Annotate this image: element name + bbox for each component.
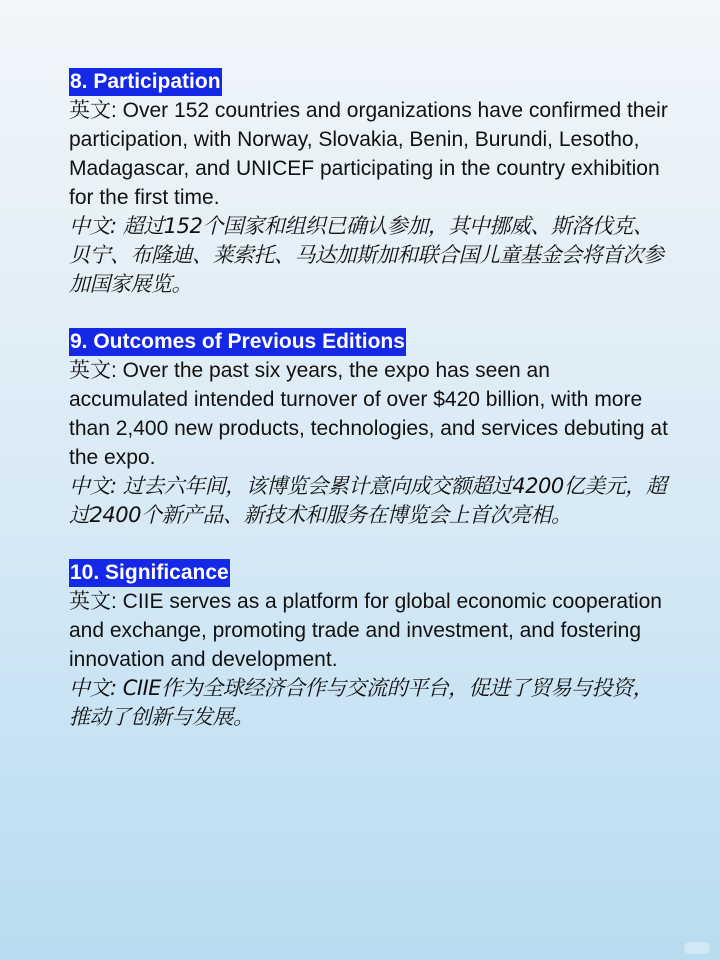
chinese-paragraph	[69, 674, 669, 732]
chinese-text: : 过去六年间，该博览会累计意向成交额超过4200亿美元，超过2400个新产品、新技术和服务在博览会上首次亮相。	[69, 474, 667, 527]
chinese-label: 中文	[69, 474, 110, 498]
english-text: : Over the past six years, the expo has seen an accumulated intended turnover of over $420 billion, with more than 2,400 new products, technologies, and services debuting at the expo.	[69, 359, 668, 469]
english-paragraph	[69, 587, 669, 674]
english-paragraph	[69, 96, 669, 212]
english-label: 英文	[69, 589, 111, 613]
section-heading: 9. Outcomes of Previous Editions	[69, 328, 406, 356]
chinese-label: 中文	[69, 676, 110, 700]
english-label: 英文	[69, 358, 111, 382]
english-label: 英文	[69, 98, 111, 122]
chinese-text: : 超过152个国家和组织已确认参加，其中挪威、斯洛伐克、贝宁、布隆迪、莱索托、马达加斯加和联合国儿童基金会将首次参加国家展览。	[69, 214, 664, 296]
chinese-paragraph	[69, 472, 669, 530]
section-heading: 8. Participation	[69, 68, 222, 96]
section-heading: 10. Significance	[69, 559, 230, 587]
section-outcomes	[69, 328, 669, 530]
english-text: : CIIE serves as a platform for global economic cooperation and exchange, promoting trade and investment, and fostering innovation and development.	[69, 590, 662, 671]
section-participation	[69, 68, 669, 299]
english-paragraph	[69, 356, 669, 472]
watermark-logo	[684, 942, 710, 954]
document-body	[69, 68, 669, 732]
section-significance	[69, 559, 669, 732]
chinese-paragraph	[69, 212, 669, 299]
english-text: : Over 152 countries and organizations have confirmed their participation, with Norway, Slovakia, Benin, Burundi, Lesotho, Madagascar, and UNICEF participating in the country exhibition for the first time.	[69, 99, 668, 209]
chinese-label: 中文	[69, 214, 110, 238]
chinese-text: : CIIE作为全球经济合作与交流的平台，促进了贸易与投资，推动了创新与发展。	[69, 676, 654, 729]
